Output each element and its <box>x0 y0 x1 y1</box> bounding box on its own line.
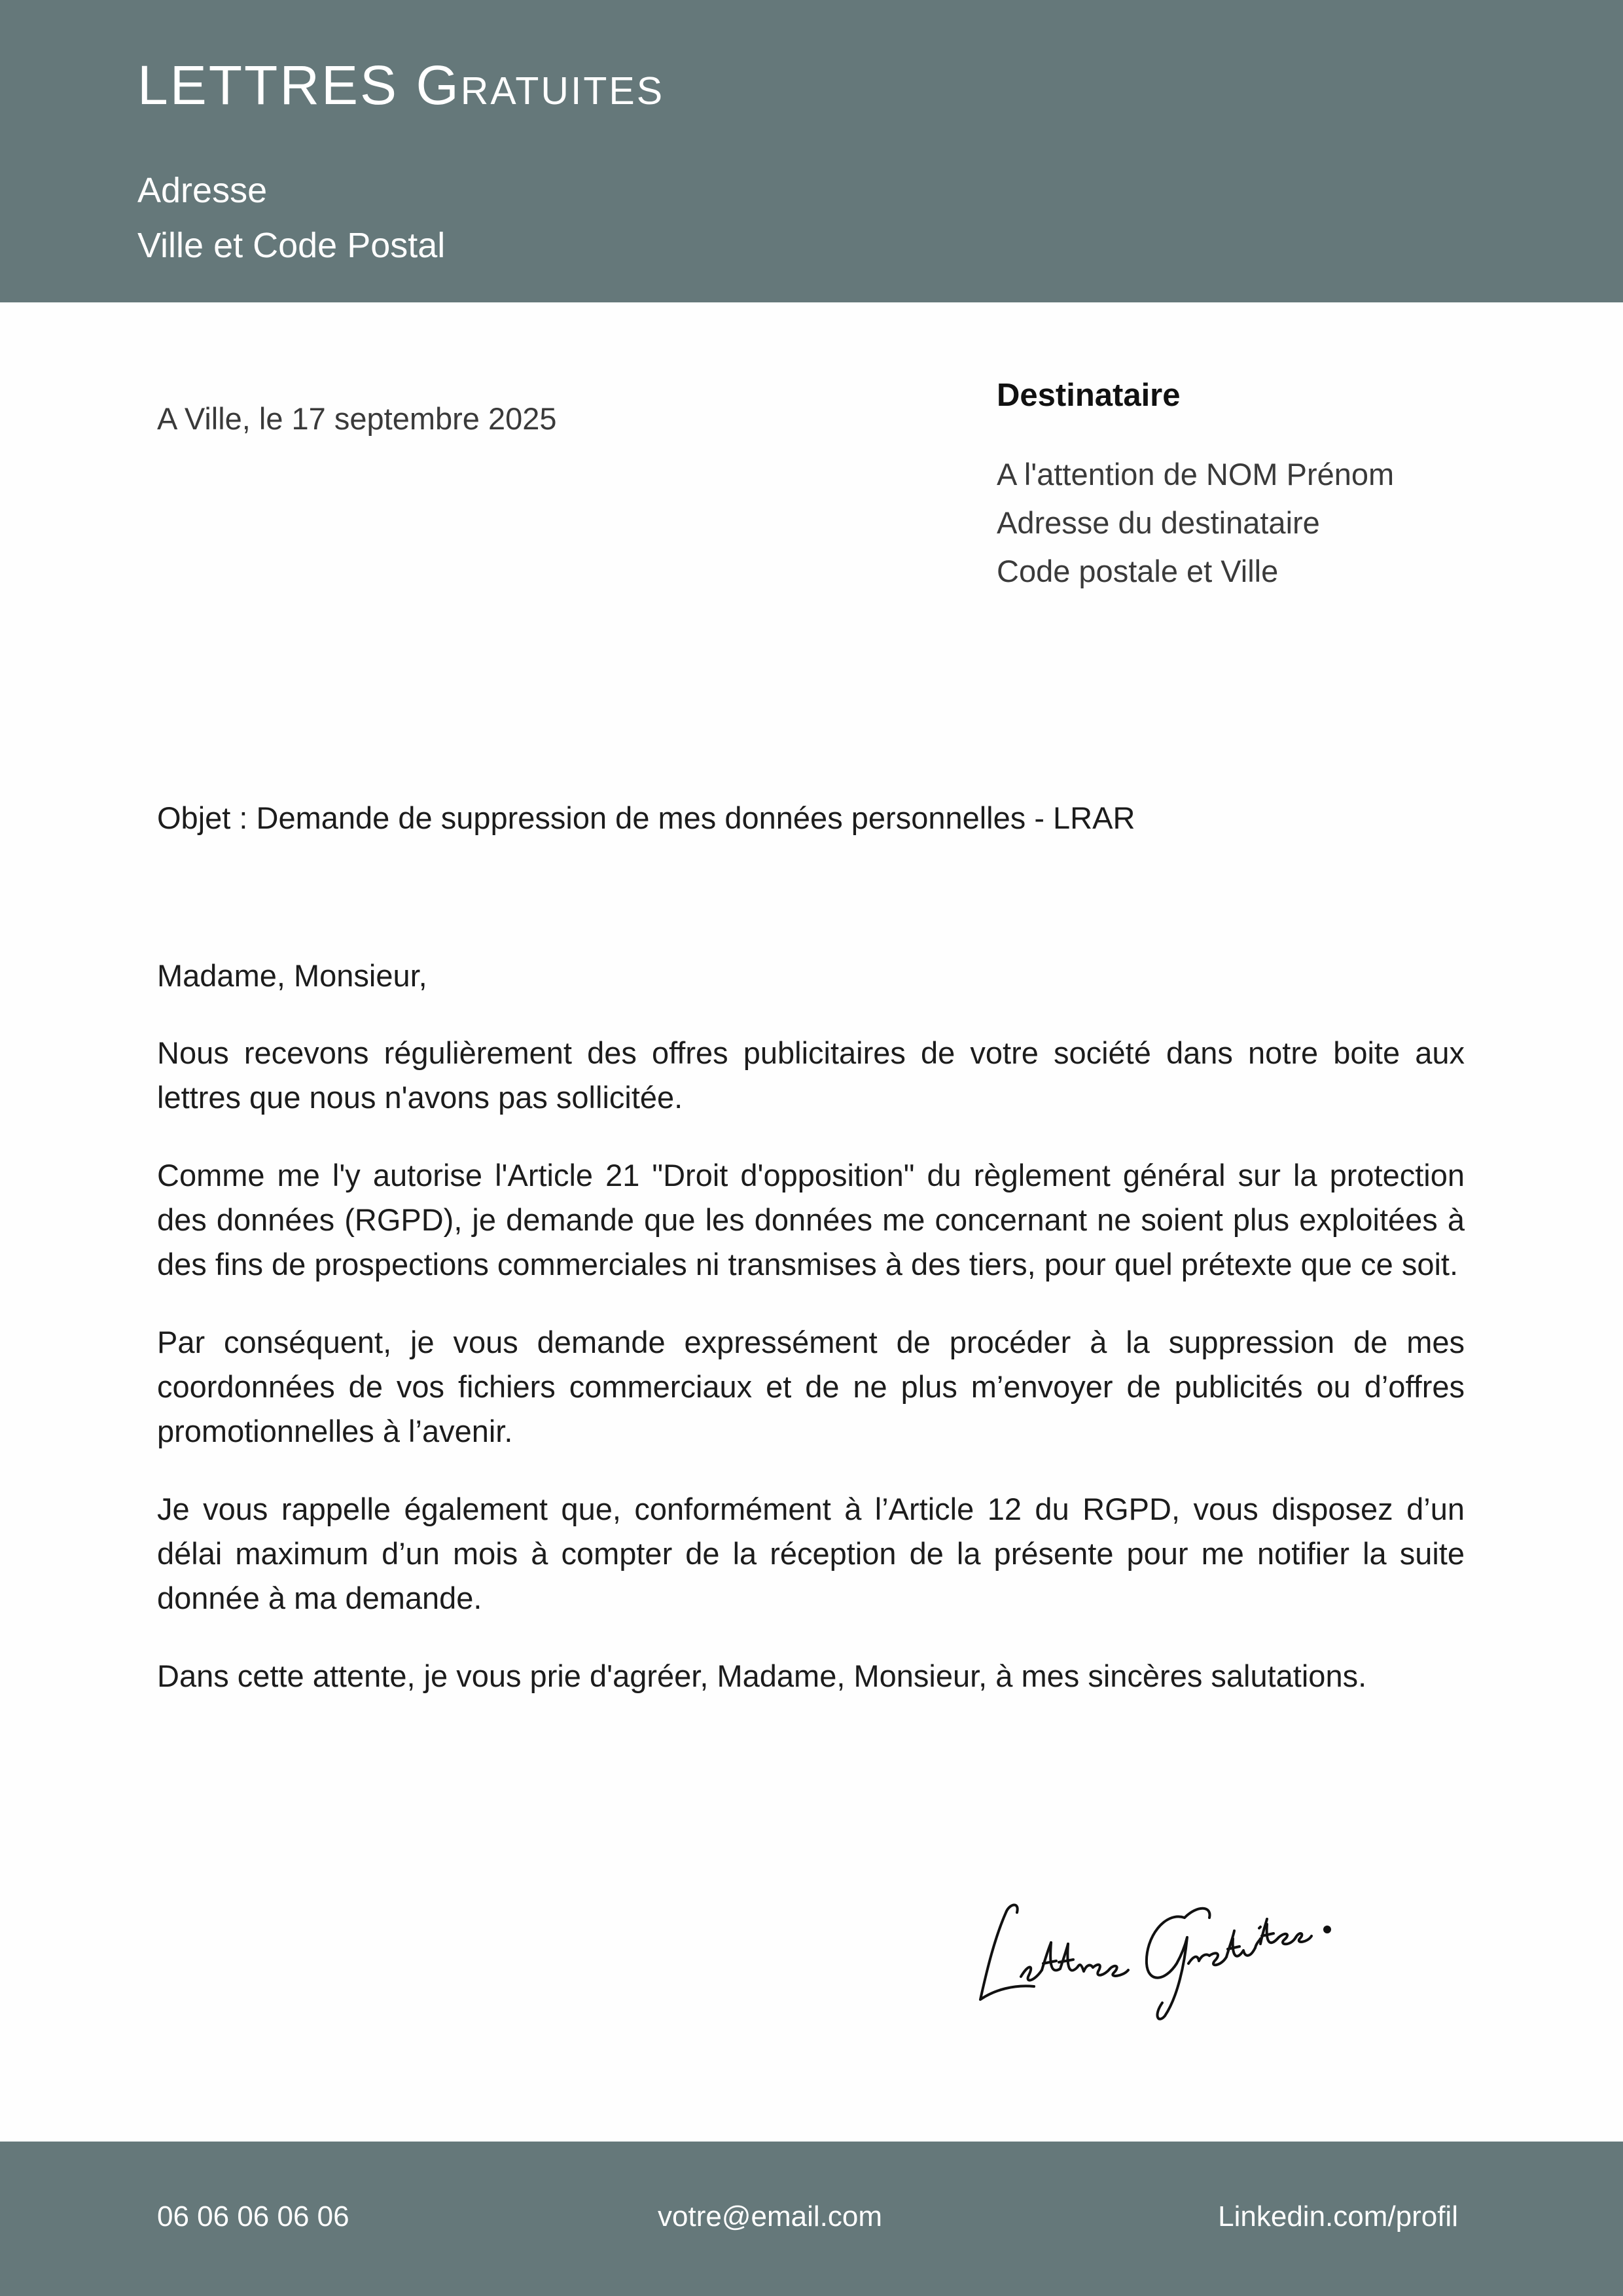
recipient-city: Code postale et Ville <box>997 554 1279 588</box>
brand-word-lettres: LETTRES <box>137 54 399 116</box>
sender-address: Adresse <box>137 171 268 210</box>
paragraph-3: Par conséquent, je vous demande expressément de procéder à la suppression de mes coordonnées de vos fichiers commerciaux et de ne plus m’envoyer de publicités ou d’offres promotionnelles à l’avenir. <box>157 1325 1465 1448</box>
handwritten-signature <box>969 1865 1348 2022</box>
footer-linkedin[interactable]: Linkedin.com/profil <box>1218 2200 1458 2233</box>
paragraph-2: Comme me l'y autorise l'Article 21 "Droit d'opposition" du règlement général sur la protection des données (RGPD), je demande que les données me concernant ne soient plus exploitées à des fins de prospections commerciales ni transmises à des tiers, pour quel prétexte que ce soit. <box>157 1158 1465 1282</box>
letterhead <box>0 0 1623 302</box>
recipient-block <box>997 377 1394 596</box>
recipient-address: Adresse du destinataire <box>997 505 1320 540</box>
footer-email[interactable]: votre@email.com <box>658 2200 882 2233</box>
subject-line: Objet : Demande de suppression de mes données personnelles - LRAR <box>157 800 1135 835</box>
brand-word-gratuites: Gratuites <box>416 54 665 116</box>
footer-phone: 06 06 06 06 06 <box>157 2200 349 2233</box>
paragraph-4: Je vous rappelle également que, conformément à l’Article 12 du RGPD, vous disposez d’un délai maximum d’un mois à compter de la réception de la présente pour me notifier la suite donnée à ma demande. <box>157 1492 1465 1615</box>
paragraph-1: Nous recevons régulièrement des offres publicitaires de votre société dans notre boite aux lettres que nous n'avons pas sollicitée. <box>157 1035 1465 1115</box>
footer-bar <box>0 2142 1623 2296</box>
paragraph-5: Dans cette attente, je vous prie d'agréer, Madame, Monsieur, à mes sincères salutations. <box>157 1659 1367 1693</box>
sender-city: Ville et Code Postal <box>137 226 446 265</box>
recipient-attention: A l'attention de NOM Prénom <box>997 457 1395 492</box>
date-line: A Ville, le 17 septembre 2025 <box>157 401 557 436</box>
recipient-title: Destinataire <box>997 378 1181 413</box>
brand-title <box>137 54 665 116</box>
letter-body <box>157 954 1465 1732</box>
greeting: Madame, Monsieur, <box>157 958 427 993</box>
